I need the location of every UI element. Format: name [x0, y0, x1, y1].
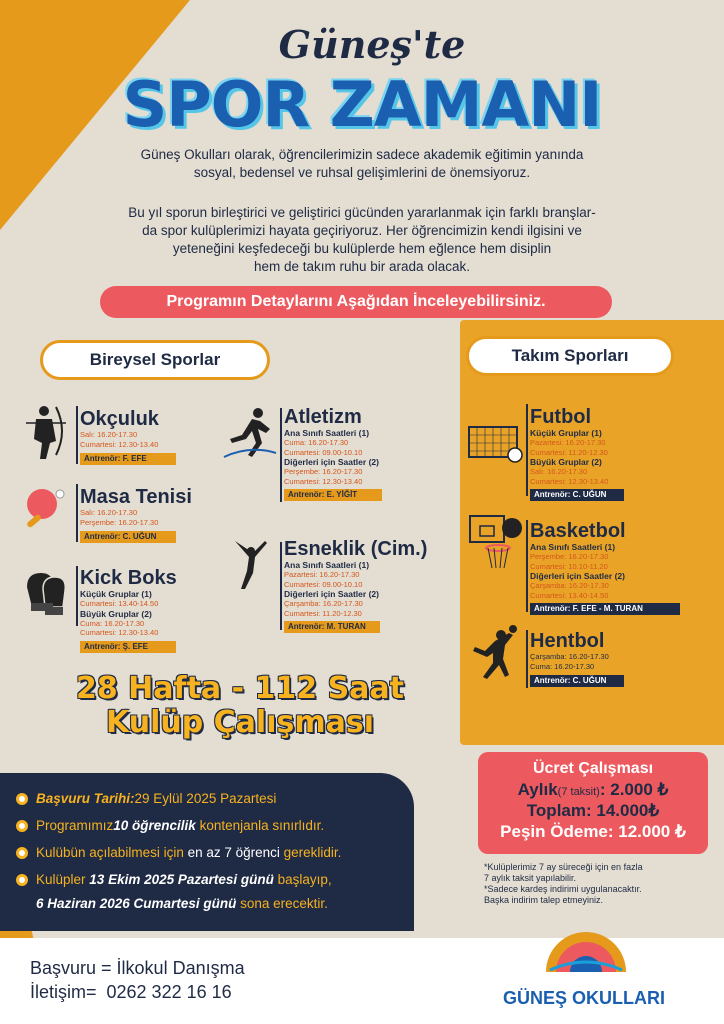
football-goal-icon: [466, 414, 524, 472]
flexibility-block: [284, 538, 427, 633]
list-item: [16, 871, 412, 889]
list-item: [16, 895, 412, 913]
list-item: [16, 844, 412, 862]
info-text: Kulüpler: [36, 872, 90, 887]
group-label: Küçük Gruplar (1): [80, 589, 152, 599]
schedule-time: Cumartesi: 09.00-10.10: [284, 447, 363, 457]
program-details-banner: Programın Detaylarını Aşağıdan İnceleyebilirsiniz.: [100, 286, 612, 318]
price-cash: [478, 822, 708, 842]
bullet-icon: [16, 847, 28, 859]
intro-paragraph-1: [70, 146, 654, 182]
info-text: Kulübün açılabilmesi için: [36, 845, 188, 860]
sport-title: Basketbol: [530, 520, 626, 542]
kickbox-block: [80, 567, 177, 653]
price-box: [478, 752, 708, 854]
sport-title: Atletizm: [284, 406, 362, 428]
schedule-time: Salı: 16.20-17.30: [80, 430, 138, 439]
divider: [76, 406, 78, 464]
group-label: Büyük Gruplar (2): [530, 457, 602, 467]
footnote-line: *Kulüplerimiz 7 ay süreceği için en fazla: [484, 862, 643, 872]
price-monthly: [478, 780, 708, 800]
price-label: Peşin Ödeme:: [500, 822, 614, 841]
schedule-time: Çarşamba: 16.20-17.30: [284, 599, 363, 608]
runner-icon: [220, 404, 280, 462]
footnotes: [484, 862, 720, 906]
info-text: başlayıp,: [273, 872, 332, 887]
football-block: [530, 406, 624, 501]
info-highlight: 13 Ekim 2025 Pazartesi günü: [89, 872, 274, 887]
footnote-line: *Sadece kardeş indirimi uygulanacaktır.: [484, 884, 642, 894]
price-note: (7 taksit): [557, 786, 600, 798]
price-label: Toplam:: [526, 801, 592, 820]
boxing-glove-icon: [20, 566, 70, 624]
info-highlight: en az 7 öğrenci: [187, 845, 280, 860]
divider: [76, 484, 78, 542]
group-label: Diğerleri için Saatler (2): [530, 571, 625, 581]
group-label: Ana Sınıfı Saatleri (1): [284, 428, 370, 438]
schedule-time: Salı: 16.20-17.30: [80, 508, 138, 517]
slogan-line-2: Kulüp Çalışması: [106, 705, 374, 740]
price-title: Ücret Çalışması: [532, 760, 654, 777]
schedule-time: Cumartesi: 13.40-14.50: [530, 590, 609, 600]
bullet-icon: [16, 820, 28, 832]
schedule-time: Perşembe: 16.20-17.30: [530, 552, 609, 561]
schedule-time: Pazartesi: 16.20-17.30: [530, 438, 606, 447]
group-label: Küçük Gruplar (1): [530, 428, 602, 438]
archery-icon: [20, 404, 70, 462]
coach-label: Antrenör: C. UĞUN: [80, 531, 176, 543]
info-value: 29 Eylül 2025 Pazartesi: [134, 791, 277, 806]
sport-title: Okçuluk: [80, 408, 159, 430]
schedule-time: Perşembe: 16.20-17.30: [284, 467, 363, 476]
bullet-icon: [16, 793, 28, 805]
coach-label: Antrenör: F. EFE: [80, 453, 176, 465]
group-label: Diğerleri için Saatler (2): [284, 589, 379, 599]
main-title: SPOR ZAMANI: [122, 68, 602, 141]
group-label: Ana Sınıfı Saatleri (1): [530, 542, 616, 552]
coach-label: Antrenör: E. YİĞİT: [284, 489, 382, 501]
divider: [76, 566, 78, 626]
handball-block: [530, 630, 624, 687]
info-list: [16, 790, 412, 913]
intro-line: Güneş Okulları olarak, öğrencilerimizin sadece akademik eğitimin yanında: [140, 147, 584, 162]
info-text: sona erecektir.: [236, 896, 328, 911]
schedule-time: Cumartesi: 09.00-10.10: [284, 579, 363, 589]
divider: [280, 408, 282, 502]
price-value: 14.000₺: [591, 801, 660, 820]
intro-line: da spor kulüplerimizi hayata geçiriyoruz. Her öğrencimizin kendi ilgisini ve: [142, 223, 582, 238]
coach-label: Antrenör: C. UĞUN: [530, 675, 624, 687]
sport-title: Masa Tenisi: [80, 486, 192, 508]
sport-title: Esneklik (Cim.): [284, 538, 428, 560]
info-text: gereklidir.: [279, 845, 342, 860]
coach-label: Antrenör: Ş. EFE: [80, 641, 176, 653]
script-title: Güneş'te: [278, 22, 466, 67]
schedule-time: Cuma: 16.20-17.30: [530, 661, 595, 671]
handball-player-icon: [470, 624, 520, 682]
slogan-line-1: 28 Hafta - 112 Saat: [75, 671, 405, 706]
divider: [526, 630, 528, 688]
apply-info: Başvuru = İlkokul Danışma: [30, 958, 245, 978]
team-sports-heading: Takım Sporları: [466, 336, 674, 376]
price-value: 12.000 ₺: [613, 822, 686, 841]
footnote-line: 7 aylık taksit yapılabilir.: [484, 873, 577, 883]
info-text: Programımız: [36, 818, 114, 833]
schedule-time: Çarşamba: 16.20-17.30: [530, 652, 609, 661]
schedule-time: Cumartesi: 13.40-14.50: [80, 599, 159, 608]
intro-line: sosyal, bedensel ve ruhsal gelişimlerini de önemsiyoruz.: [193, 165, 531, 180]
archery-block: [80, 408, 176, 465]
intro-paragraph-2: [70, 204, 654, 276]
footnote-line: Başka indirim talep etmeyiniz.: [484, 895, 604, 905]
table-tennis-icon: [20, 482, 70, 540]
schedule-time: Cumartesi: 10.10-11.20: [530, 561, 608, 571]
price-total: [478, 801, 708, 821]
sport-title: Futbol: [530, 406, 592, 428]
info-highlight: 6 Haziran 2026 Cumartesi günü: [36, 896, 237, 911]
schedule-time: Salı: 16.20-17.30: [530, 467, 588, 476]
gymnast-icon: [226, 536, 276, 594]
schedule-time: Pazartesi: 16.20-17.30: [284, 570, 360, 579]
list-item: [16, 817, 412, 835]
price-label: Aylık: [517, 780, 558, 799]
list-item: [16, 790, 412, 808]
schedule-time: Perşembe: 16.20-17.30: [80, 517, 159, 527]
athletics-block: [284, 406, 382, 501]
info-text: kontenjanla sınırlıdır.: [195, 818, 325, 833]
individual-sports-heading: Bireysel Sporlar: [40, 340, 270, 380]
basketball-hoop-icon: [468, 516, 524, 574]
coach-label: Antrenör: F. EFE - M. TURAN: [530, 603, 680, 615]
divider: [280, 542, 282, 630]
sport-title: Kick Boks: [80, 567, 177, 589]
coach-label: Antrenör: C. UĞUN: [530, 489, 624, 501]
group-label: Diğerleri için Saatler (2): [284, 457, 379, 467]
intro-line: yeteneğini keşfedeceği bu kulüplerde hem eğlence hem disiplin: [172, 241, 552, 256]
intro-line: Bu yıl sporun birleştirici ve geliştirici gücünden yararlanmak için farklı branşlar-: [128, 205, 596, 220]
schedule-time: Cumartesi: 12.30-13.40: [80, 628, 159, 637]
basketball-block: [530, 520, 680, 615]
schedule-time: Cumartesi: 12.30-13.40: [284, 476, 363, 486]
info-highlight: 10 öğrencilik: [113, 818, 196, 833]
intro-line: hem de takım ruhu bir arada olacak.: [253, 259, 471, 274]
schedule-time: Cuma: 16.20-17.30: [80, 618, 145, 628]
table-tennis-block: [80, 486, 192, 543]
sport-title: Hentbol: [530, 630, 605, 652]
schedule-time: Cumartesi: 11.20-12.30: [530, 447, 608, 457]
schedule-time: Cumartesi: 11.20-12.30: [284, 608, 362, 618]
coach-label: Antrenör: M. TURAN: [284, 621, 380, 633]
schedule-time: Cumartesi: 12.30-13.40: [530, 476, 609, 486]
bullet-icon: [16, 874, 28, 886]
price-value: : 2.000 ₺: [599, 780, 669, 799]
school-logo-text: GÜNEŞ OKULLARI: [503, 988, 665, 1008]
divider: [526, 404, 528, 496]
info-label: Başvuru Tarihi:: [36, 791, 135, 806]
group-label: Büyük Gruplar (2): [80, 608, 152, 619]
schedule-time: Çarşamba: 16.20-17.30: [530, 581, 609, 590]
schedule-time: Cumartesi: 12.30-13.40: [80, 439, 159, 449]
group-label: Ana Sınıfı Saatleri (1): [284, 560, 370, 570]
school-logo-icon: [536, 914, 636, 979]
divider: [526, 520, 528, 612]
contact-info: İletişim= 0262 322 16 16: [30, 982, 232, 1002]
schedule-time: Cuma: 16.20-17.30: [284, 438, 349, 447]
